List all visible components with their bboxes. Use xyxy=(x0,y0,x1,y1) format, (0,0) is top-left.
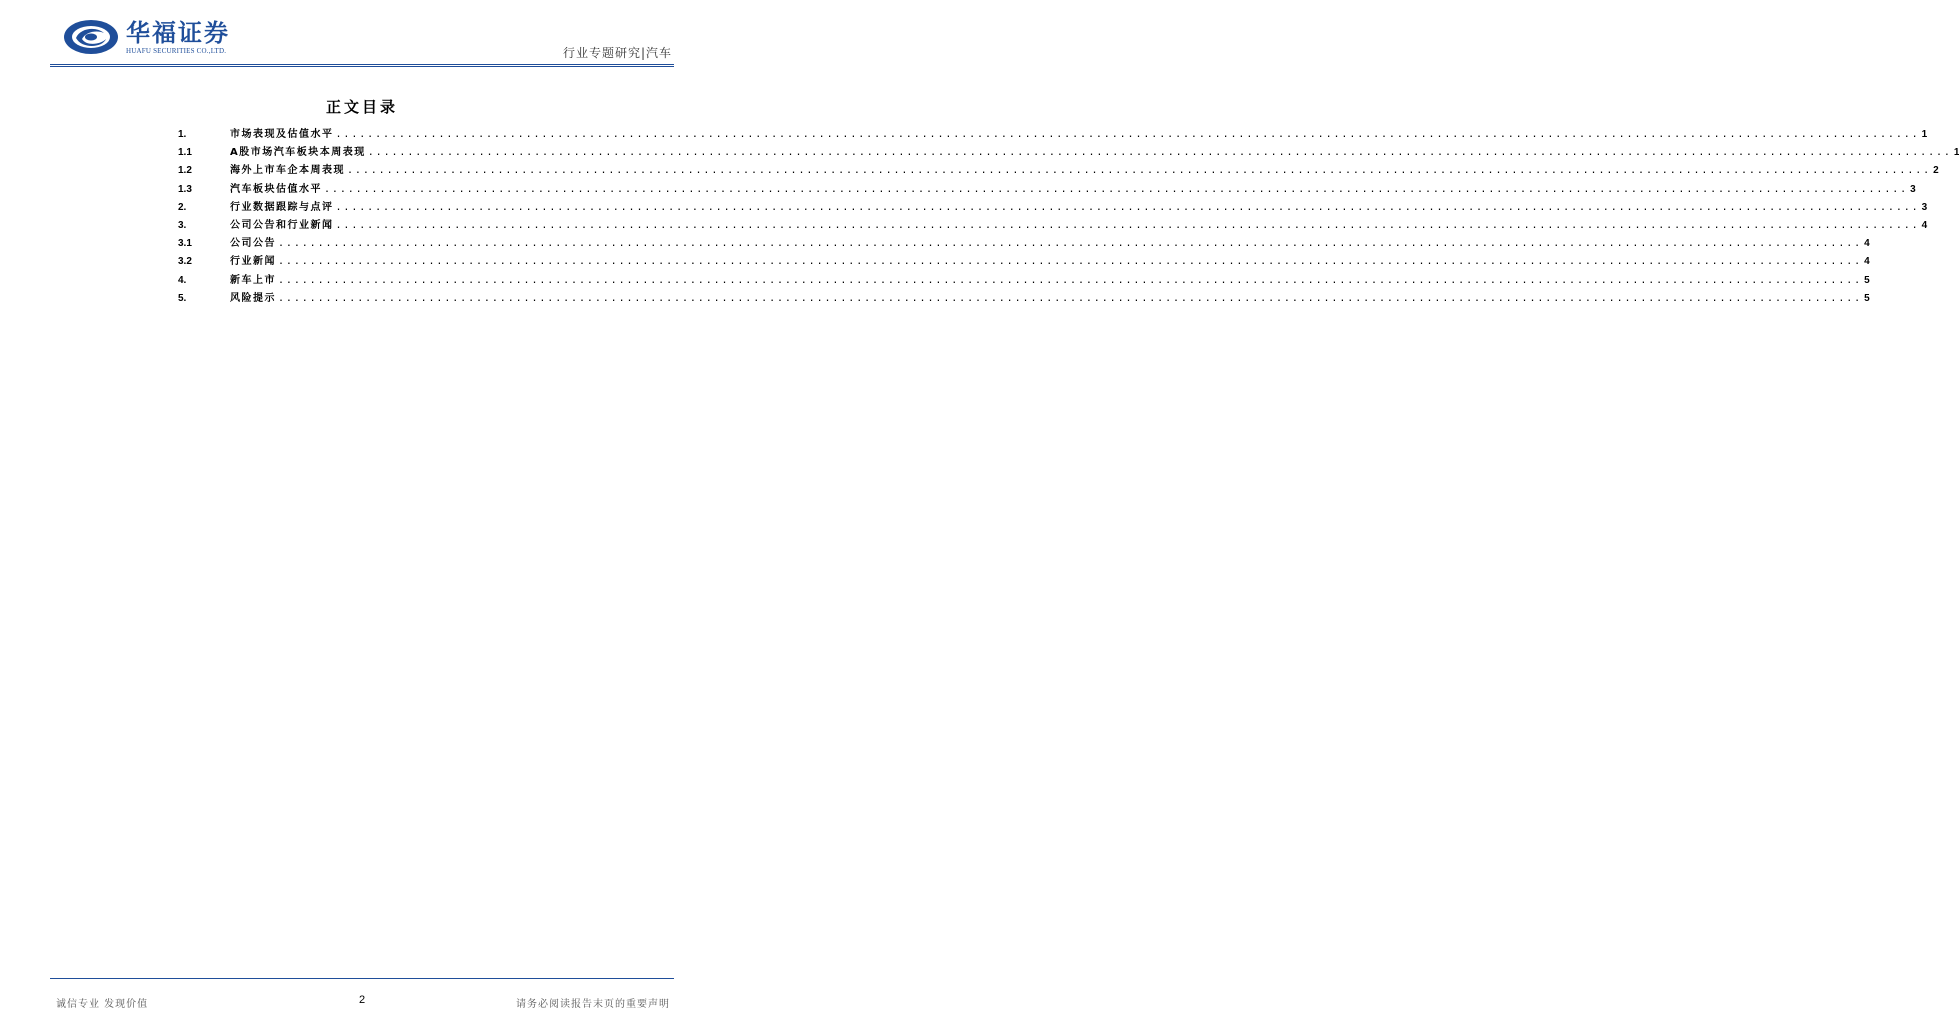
toc-leader-dots: ........................................................................................................................................................................................................ xyxy=(278,292,1863,304)
toc-leader-dots: ........................................................................................................................................................................................................ xyxy=(335,201,1920,213)
toc-entry-label: 海外上市车企本周表现 xyxy=(230,165,345,177)
footer-divider xyxy=(50,978,674,979)
toc-entry-label: 市场表现及估值水平 xyxy=(230,129,334,140)
footer-slogan: 诚信专业 发现价值 xyxy=(56,999,149,1010)
page-number: 2 xyxy=(358,994,366,1006)
toc-entry-page: 5 xyxy=(1864,274,1870,286)
toc-leader-dots: ........................................................................................................................................................................................................ xyxy=(278,274,1863,286)
toc-entry-number: 1.2 xyxy=(178,165,192,177)
toc-entry[interactable] xyxy=(178,144,1959,162)
toc-leader-dots: ........................................................................................................................................................................................................ xyxy=(278,238,1863,250)
toc-entry-number: 1. xyxy=(178,129,187,140)
report-category: 行业专题研究|汽车 xyxy=(562,46,672,60)
toc-entry[interactable] xyxy=(178,235,1870,253)
toc-entry-label: 汽车板块估值水平 xyxy=(230,183,322,195)
toc-entry-number: 5. xyxy=(178,292,187,304)
toc-entry[interactable] xyxy=(178,217,1928,235)
toc-entry-label: 风险提示 xyxy=(230,292,276,304)
toc-leader-dots: ........................................................................................................................................................................................................ xyxy=(335,129,1920,140)
toc-entry-page: 1 xyxy=(1921,129,1928,140)
footer-disclaimer: 请务必阅读报告末页的重要声明 xyxy=(516,999,670,1010)
toc-entry[interactable] xyxy=(178,290,1870,308)
toc-entry-page: 3 xyxy=(1910,183,1916,195)
toc-entry[interactable] xyxy=(178,253,1870,271)
toc-entry-label: 新车上市 xyxy=(230,274,276,286)
toc-leader-dots: ........................................................................................................................................................................................................ xyxy=(278,256,1863,268)
brand-logo xyxy=(62,17,230,57)
toc-entry-page: 4 xyxy=(1864,238,1870,250)
toc-entry[interactable] xyxy=(178,162,1939,180)
toc-entry-label: 行业数据跟踪与点评 xyxy=(230,201,334,213)
toc-entry[interactable] xyxy=(178,199,1928,217)
toc-entry-label: 行业新闻 xyxy=(230,256,276,268)
header-divider xyxy=(50,64,674,65)
toc-entry-page: 2 xyxy=(1933,165,1939,177)
header-divider-secondary xyxy=(50,66,674,67)
toc-entry[interactable] xyxy=(178,181,1916,199)
toc-entry-number: 1.3 xyxy=(178,183,192,195)
page-header xyxy=(0,0,724,70)
toc-leader-dots: ........................................................................................................................................................................................................ xyxy=(324,183,1909,195)
toc-entry-number: 3. xyxy=(178,219,187,231)
toc-entry-page: 5 xyxy=(1864,292,1870,304)
brand-name-en: HUAFU SECURITIES CO.,LTD. xyxy=(126,46,227,55)
toc-entry-page: 4 xyxy=(1921,219,1928,231)
toc-title: 正文目录 xyxy=(325,98,398,116)
toc-entry-label: A股市场汽车板块本周表现 xyxy=(230,147,366,159)
toc-entry-page: 3 xyxy=(1921,201,1928,213)
toc-entry-label: 公司公告和行业新闻 xyxy=(230,219,334,231)
toc-entry-number: 4. xyxy=(178,274,187,286)
toc-leader-dots: ........................................................................................................................................................................................................ xyxy=(335,219,1920,231)
toc-entry-label: 公司公告 xyxy=(230,238,276,250)
huafu-logo-icon xyxy=(62,17,120,57)
toc-entry-number: 3.2 xyxy=(178,256,192,268)
toc-entry-page: 1 xyxy=(1953,147,1959,159)
brand-name-cn: 华福证券 xyxy=(126,17,230,47)
toc-entry[interactable] xyxy=(178,126,1928,144)
toc-entry-number: 3.1 xyxy=(178,238,192,250)
toc-entry[interactable] xyxy=(178,272,1870,290)
toc-entry-number: 1.1 xyxy=(178,147,192,159)
toc-leader-dots: ........................................................................................................................................................................................................ xyxy=(347,165,1932,177)
toc-entry-number: 2. xyxy=(178,201,187,213)
table-of-contents xyxy=(178,126,1959,308)
toc-leader-dots: ........................................................................................................................................................................................................ xyxy=(367,147,1952,159)
toc-entry-page: 4 xyxy=(1864,256,1870,268)
